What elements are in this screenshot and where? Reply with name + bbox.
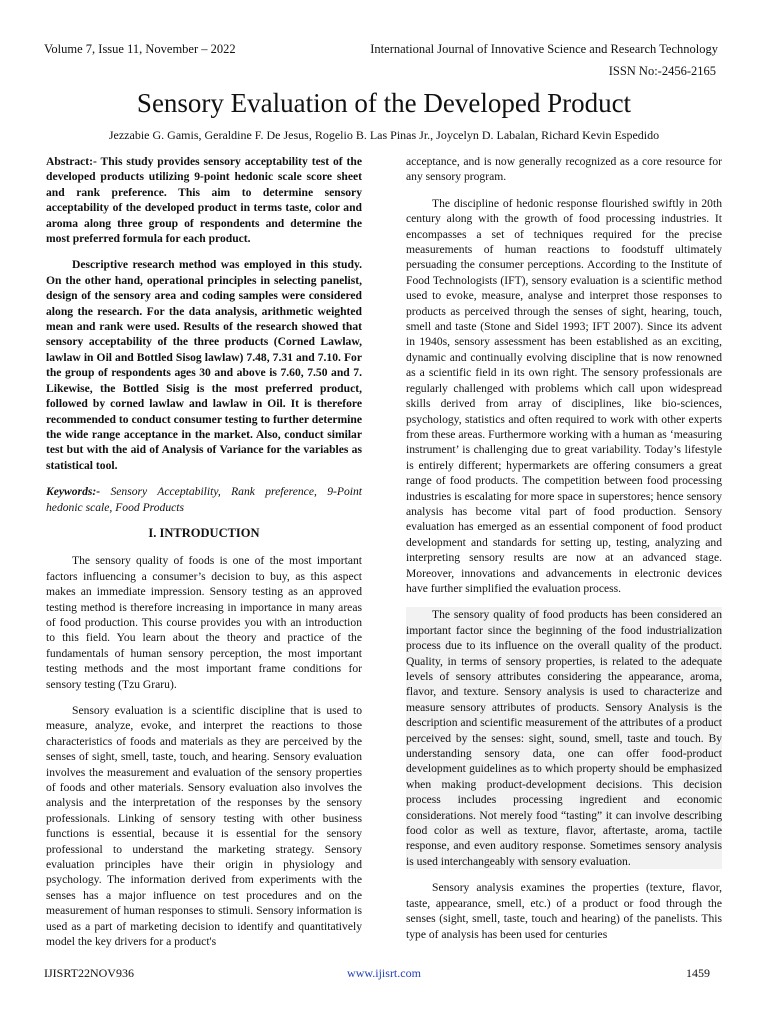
body-paragraph-2: The discipline of hedonic response flourished swiftly in 20th century along with the growth of food processing industries. It encompasses a set of techniques required for the precise measurements of human reactions to foodstuff ultimately persuading the consumer perceptions. According to the Institute of Food Technologists (IFT), sensory evaluation is a scientific method used to evoke, measure, analyse and interpret those responses to products as perceived through the senses of sight, hearing, touch, smell and taste (Stone and Sidel 1993; IFT 2007). Since its advent in 1940s, sensory assessment has been established as an exciting, dynamic and continually evolving discipline that is now renowned as a scientific field in its own right. The sensory professionals are regularly challenged with problems which call upon widespread skills derived from array of disciplines, like bio-sciences, psychology, statistics and often required to work with other experts from these areas. Furthermore working with a human as ‘measuring instrument’ is challenging due to great variability. Today’s lifestyle is entirely different; hypermarkets are offering consumers a great range of food products. The competition between food processing industries is escalating for more space in superstores; hence sensory analysis has become vital part of food production. Sensory evaluation has emerged as an essential component of food product development and standards for setting up, testing, analyzing and interpreting sensory results are now at an advanced stage. Moreover, innovations and advancements in electronic devices have further simplified the evaluation process. (406, 196, 722, 595)
section-heading-introduction: I. INTRODUCTION (148, 525, 260, 540)
paper-title: Sensory Evaluation of the Developed Product (136, 88, 632, 118)
intro-paragraph-2: Sensory evaluation is a scientific discipline that is used to measure, analyze, evoke, and interpret the reactions to those characteristics of foods and materials as they are perceived by the senses of sight, smell, taste, touch, and hearing. Sensory evaluation involves the measurement and evaluation of the sensory properties of foods and other materials. Sensory evaluation also involves the analysis and the interpretation of the responses by the sensory professionals. Linking of sensory testing with other business functions is essential, because it is essential for the sensory professional to understand the marketing strategy. Sensory evaluation principles have their origin in physiology and psychology. The information derived from experiments with the senses has a major influence on test procedures and on the measurement of human responses to stimuli. Sensory information is used as a part of marketing decision to identify and quantitatively model the key drivers for a product's (46, 704, 362, 949)
intro-paragraph-1: The sensory quality of foods is one of the most important factors influencing a consumer’s decision to buy, as this aspect makes an immediate impression. Sensory testing as an approved testing method is therefore increasing in importance in many areas of food production. This course provides you with an introduction to this field. You learn about the theory and practice of the fundamentals of human sensory perception, the most important testing methods and the most important frame conditions for sensory testing (Tzu Graru). (46, 554, 362, 691)
right-column (406, 154, 722, 953)
abstract-paragraph-2: Descriptive research method was employed in this study. On the other hand, operational principles in selecting panelist, design of the sensory area and coding samples were considered along the research. For the data analysis, arithmetic weighted mean and rank were used. Results of the research showed that sensory acceptability of the three products (Corned Lawlaw, lawlaw in Oil and Bottled Sisog lawlaw) 7.48, 7.31 and 7.10. For the group of respondents ages 30 and above is 7.60, 7.50 and 7. Likewise, the Bottled Sisig is the most preferred product, followed by corned lawlaw and lawlaw in Oil. It is therefore recommended to conduct consumer testing to further determine the wide range acceptance in the market. Also, conduct similar test but with the aid of Analysis of Variance for the variables as statistical tool. (46, 258, 362, 472)
footer-website-link[interactable]: www.ijisrt.com (347, 966, 421, 980)
journal-name: International Journal of Innovative Science and Research Technology (370, 42, 718, 56)
paper-authors: Jezzabie G. Gamis, Geraldine F. De Jesus, Rogelio B. Las Pinas Jr., Joycelyn D. Labalan, Richard Kevin Espedido (108, 128, 660, 142)
keywords-label: Keywords:- (46, 485, 101, 499)
abstract-paragraph-1: Abstract:- This study provides sensory acceptability test of the developed products utilizing 9-point hedonic scale score sheet and rank preference. This aim to determine sensory acceptability of the developed product in terms taste, color and aroma along three group of respondents and determine the most preferred formula for each product. (46, 155, 362, 246)
footer-page-number: 1459 (686, 966, 710, 980)
keywords (46, 484, 362, 515)
body-paragraph-4: Sensory analysis examines the properties (texture, flavor, taste, appearance, smell, etc.) of a product or food through the senses (sight, smell, taste, touch and hearing) of the panelists. This type of analysis has been used for centuries (406, 881, 722, 941)
body-paragraph-1: acceptance, and is now generally recognized as a core resource for any sensory program. (406, 155, 722, 184)
journal-issn: ISSN No:-2456-2165 (608, 64, 716, 78)
keywords-text: Sensory Acceptability, Rank preference, 9-Point hedonic scale, Food Products (46, 485, 362, 514)
footer-doc-id: IJISRT22NOV936 (44, 966, 134, 980)
journal-volume-issue: Volume 7, Issue 11, November – 2022 (44, 42, 236, 56)
left-column (46, 154, 362, 961)
body-paragraph-3: The sensory quality of food products has been considered an important factor since the beginning of the food industrialization process due to its influence on the overall quality of the product. Quality, in terms of sensory properties, is related to the adequate levels of sensory attributes considering the appearance, aroma, flavor, and texture. Sensory analysis is used to characterize and measure sensory attributes of products. Sensory Analysis is the description and scientific measurement of the attributes of a product perceived by the senses: sight, sound, smell, taste and touch. By understanding sensory data, one can offer food-product development guidelines as to which property should be emphasized when making product-development decisions. This decision process includes processing ingredient and economic considerations. Not merely food “tasting” it can involve describing food color as well as texture, flavor, aftertaste, aroma, tactile response, and even auditory response. Sometimes sensory analysis is used interchangeably with sensory evaluation. (406, 608, 722, 868)
